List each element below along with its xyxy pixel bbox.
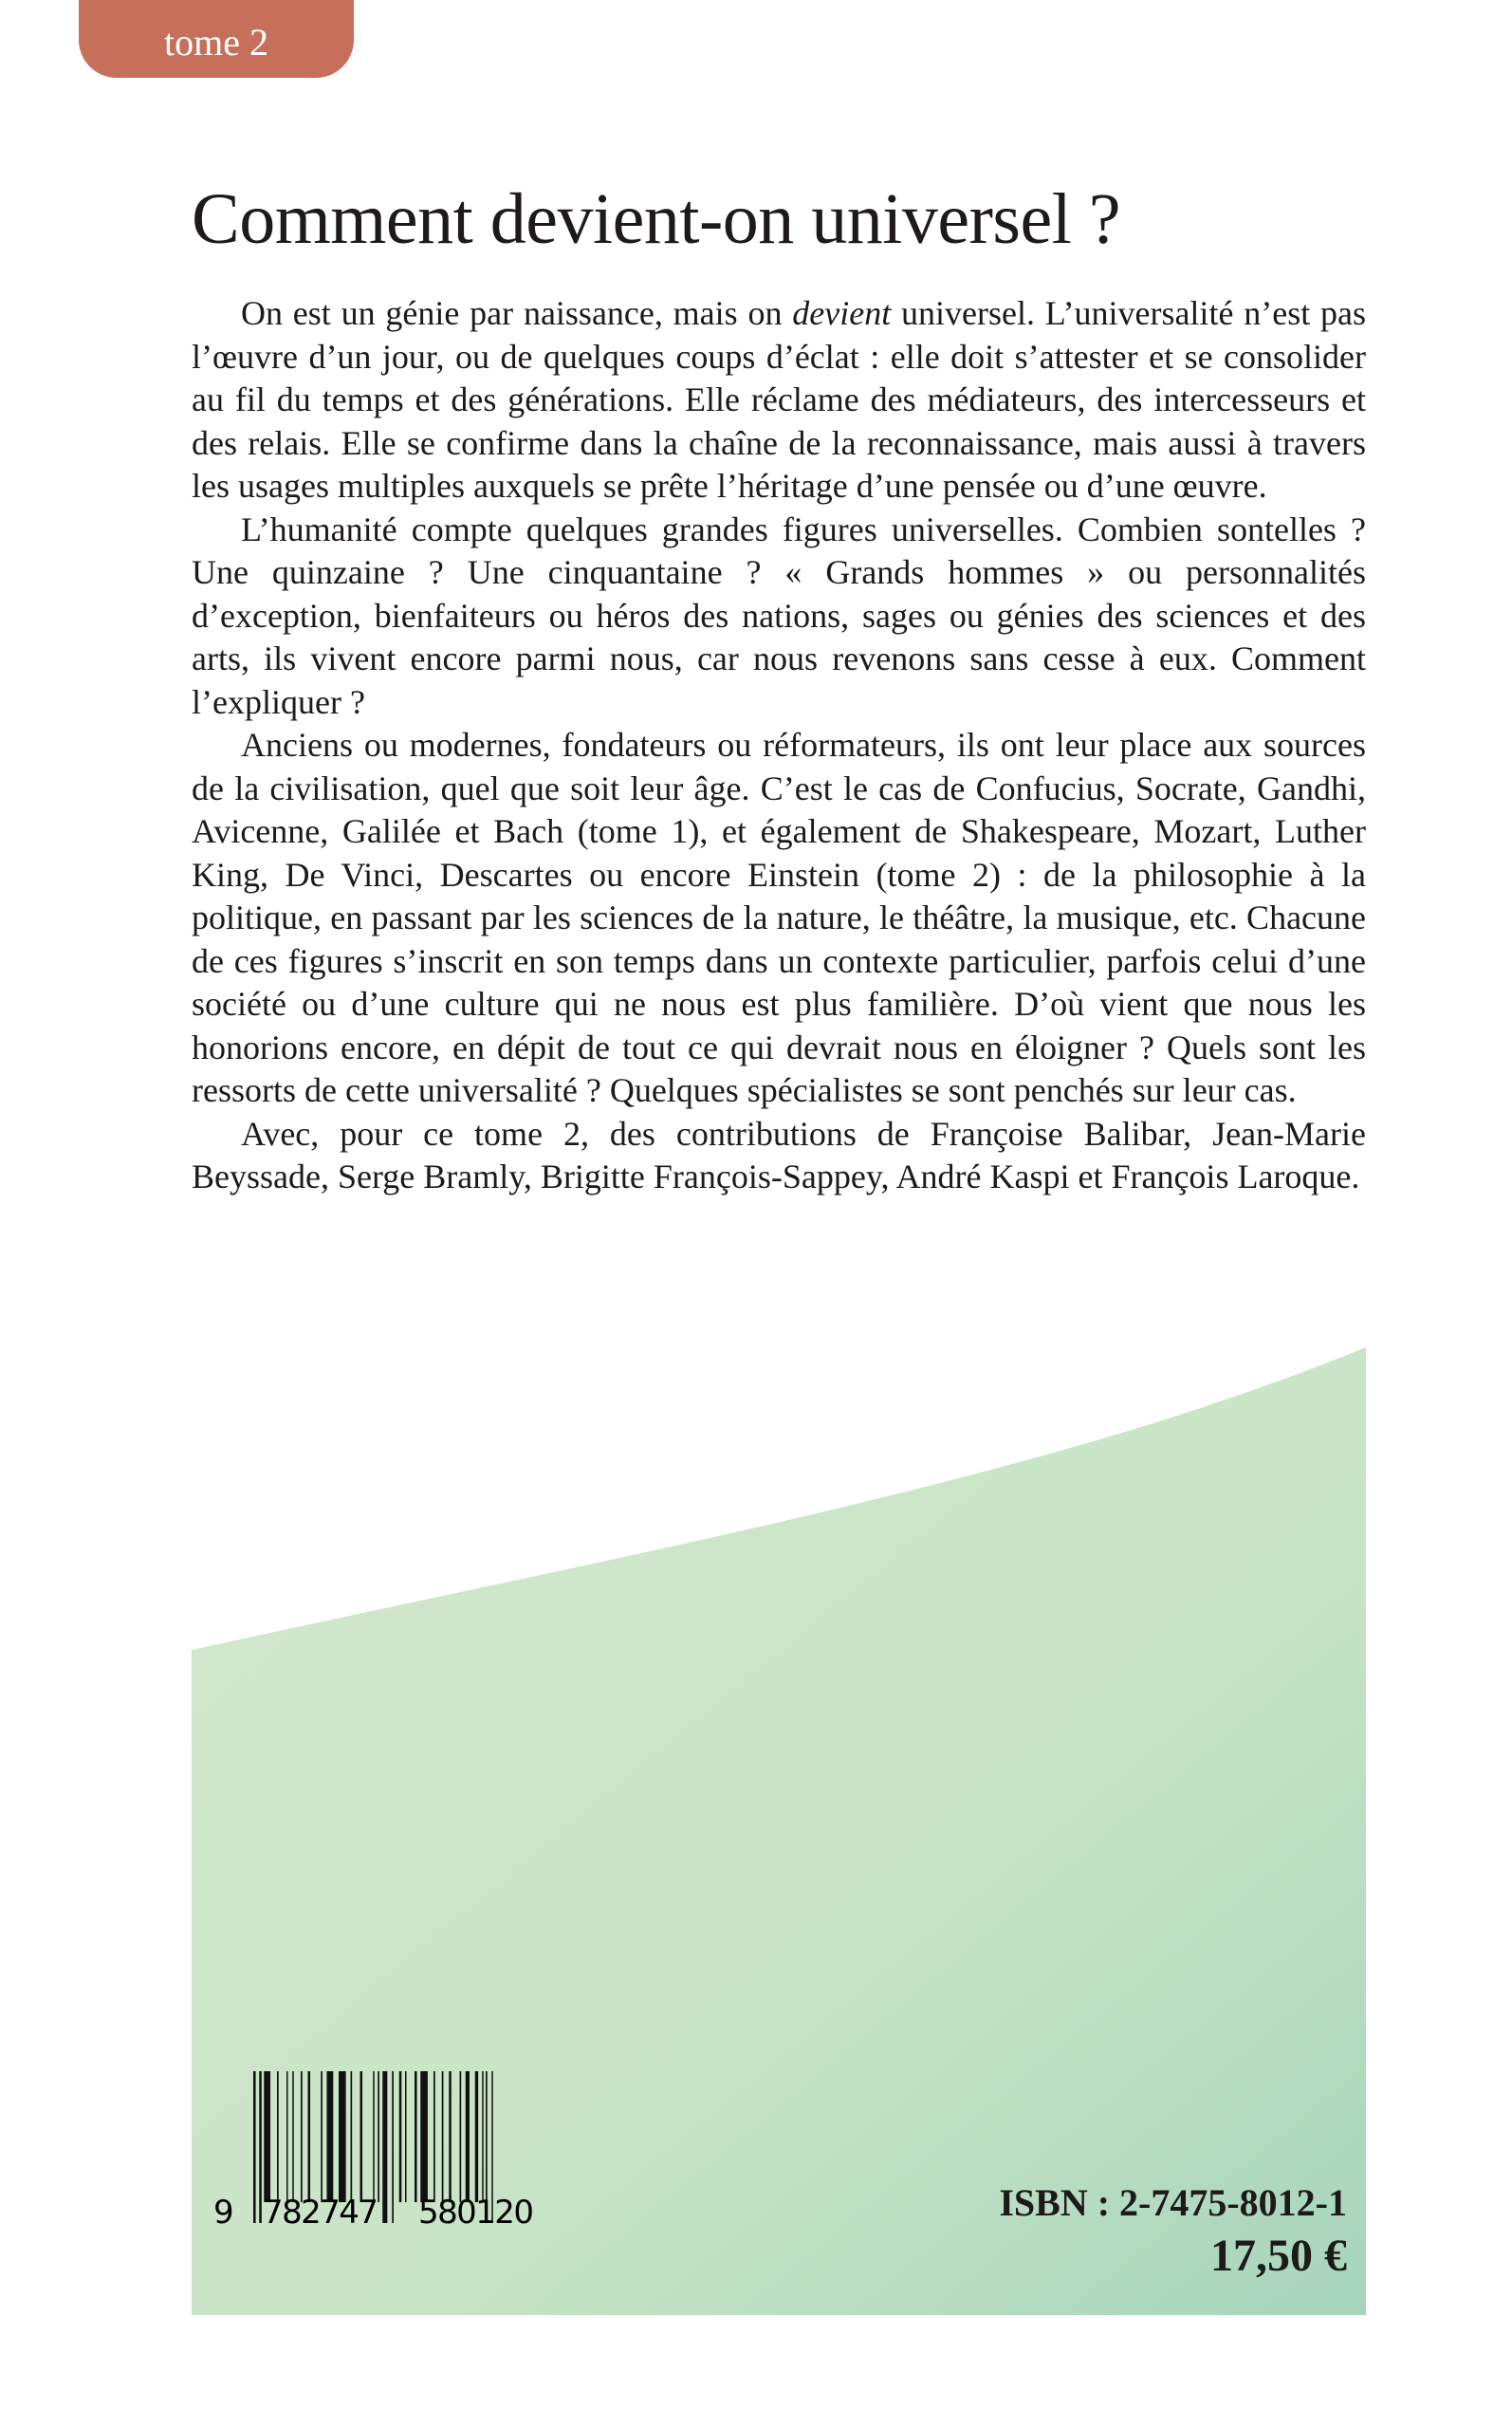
barcode-bar — [321, 2071, 323, 2202]
blurb — [192, 292, 1366, 1199]
paragraph: Avec, pour ce tome 2, des contributions de Françoise Balibar, Jean-Marie Beyssade, Serge Bramly, Brigitte François-Sappey, André Kaspi et François Laroque. — [192, 1114, 1366, 1195]
barcode-bar — [308, 2071, 311, 2202]
barcode-bar — [405, 2071, 407, 2202]
text-span: universel. L’universalité n’est pas l’œuvre d’un jour, ou de quelques coups d’éclat : elle doit s’attester et se consolider au fil du temps et des générations. Elle réclame des médiateurs, des intercesseurs et des relais. Elle se confirme dans la chaîne de la reconnaissance, mais aussi à travers les usages multiples auxquels se prête l’héritage d’une pensée ou d’une œuvre. — [192, 294, 1366, 505]
barcode-bar — [327, 2071, 334, 2202]
paragraph: Anciens ou modernes, fondateurs ou réformateurs, ils ont leur place aux sources de la civilisation, quel que soit leur âge. C’est le cas de Confucius, Socrate, Gandhi, Avicenne, Galilée et Bach (tome 1), et également de Shakespeare, Mozart, Luther King, De Vinci, Descartes ou encore Einstein (tome 2) : de la philosophie à la politique, en passant par les sciences de la nature, le théâtre, la musique, etc. Chacune de ces figures s’inscrit en son temps dans un contexte particulier, parfois celui d’une société ou d’une culture qui ne nous est plus familière. D’où vient que nous les honorions encore, en dépit de tout ce qui devrait nous en éloigner ? Quels sont les ressorts de cette universalité ? Quelques spécialistes se sont penchés sur leur cas. — [192, 726, 1366, 1109]
barcode-digit-first: 9 — [213, 2194, 234, 2228]
barcode-bar — [264, 2071, 270, 2202]
barcode-bar — [292, 2071, 294, 2202]
barcode-bar — [253, 2071, 256, 2223]
barcode-bar — [382, 2071, 387, 2223]
italic-word: devient — [792, 294, 892, 332]
barcode-bar — [301, 2071, 303, 2202]
barcode-bar — [351, 2071, 353, 2202]
barcode-bar — [420, 2071, 428, 2202]
barcode-bar — [378, 2071, 379, 2202]
barcode-bar — [442, 2071, 444, 2202]
paragraph: L’humanité compte quelques grandes figures universelles. Combien sontelles ? Une quinzaine ? Une cinquantaine ? « Grands hommes » ou personnalités d’exception, bienfaiteurs ou héros des nations, sages ou génies des sciences et des arts, ils vivent encore parmi nous, car nous revenons sans cesse à eux. Comment l’expliquer ? — [192, 510, 1366, 721]
barcode-bar — [482, 2071, 484, 2202]
barcode-bar — [466, 2071, 470, 2202]
barcode-bar — [259, 2071, 262, 2223]
price: 17,50 € — [1210, 2231, 1347, 2281]
barcode-bar — [399, 2071, 402, 2202]
barcode-bar — [460, 2071, 462, 2202]
volume-tab — [79, 0, 354, 78]
barcode-bar — [339, 2071, 346, 2202]
barcode-bar — [360, 2071, 363, 2202]
paragraph — [192, 292, 1366, 509]
barcode-bar — [475, 2071, 478, 2202]
barcode-bar — [286, 2071, 288, 2202]
isbn: ISBN : 2-7475-8012-1 — [999, 2181, 1347, 2224]
text-span: On est un génie par naissance, mais on — [241, 294, 793, 332]
barcode-bar — [415, 2071, 417, 2202]
barcode-bar — [277, 2071, 279, 2202]
barcode-digits-right: 580120 — [418, 2194, 534, 2228]
barcode-bar — [433, 2071, 435, 2202]
volume-label: tome 2 — [164, 21, 268, 64]
barcode-bar — [373, 2071, 375, 2202]
page-title: Comment devient-on universel ? — [192, 179, 1121, 259]
barcode-bar — [449, 2071, 452, 2202]
barcode-digits-left: 782747 — [263, 2194, 378, 2228]
barcode-bar — [392, 2071, 394, 2223]
barcode — [213, 2071, 598, 2228]
